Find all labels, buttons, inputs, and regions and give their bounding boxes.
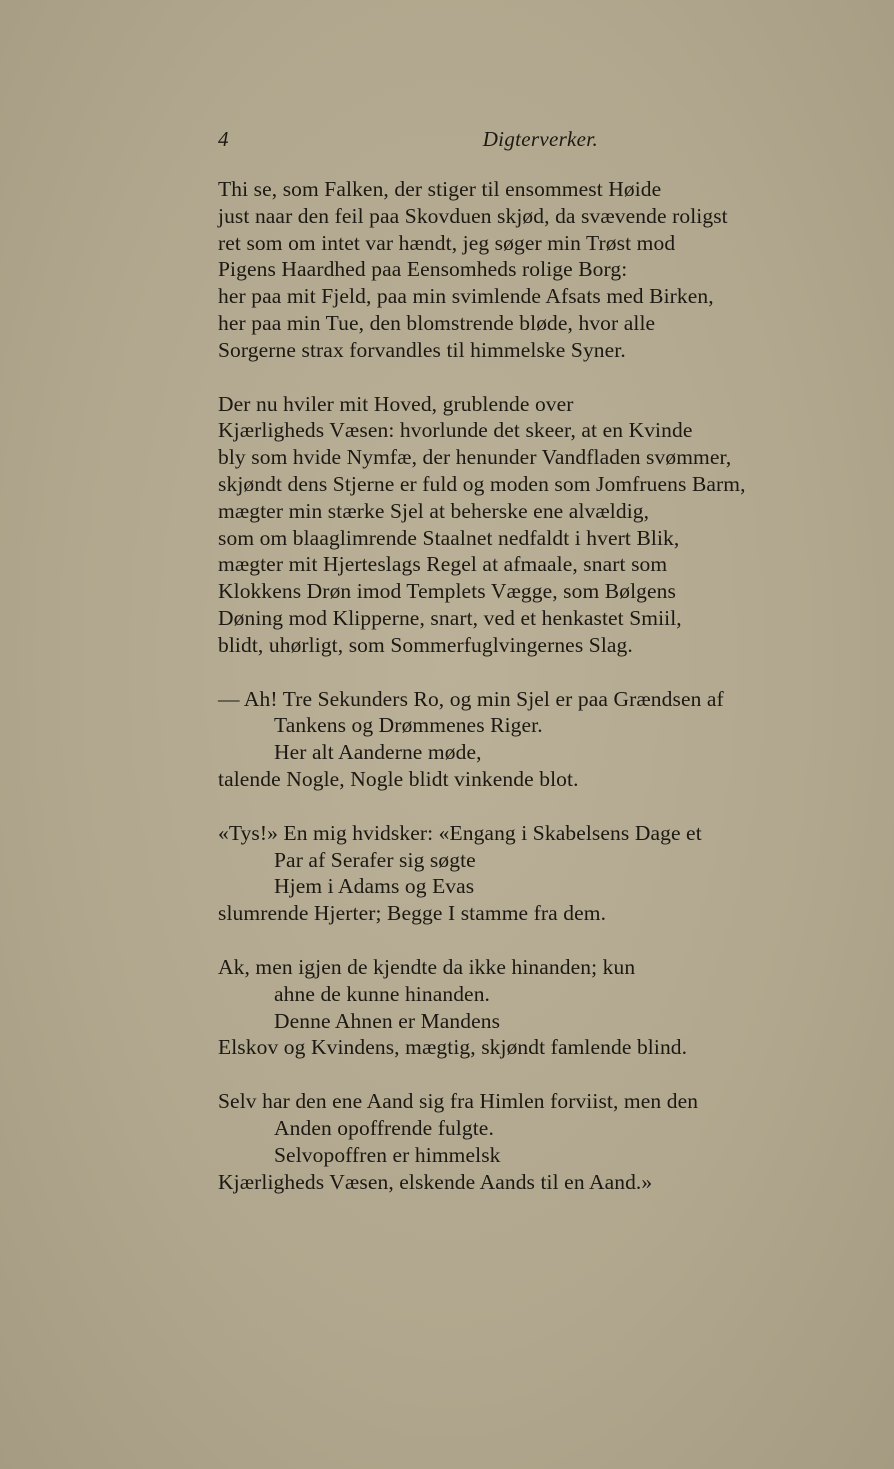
- running-header: [218, 127, 598, 159]
- verse-line: Kjærligheds Væsen, elskende Aands til en Aand.»: [218, 1169, 653, 1194]
- verse-line: Tankens og Drømmenes Riger.: [274, 713, 543, 738]
- stanza: [218, 686, 858, 793]
- poem-body: [218, 176, 858, 1222]
- verse-line: Thi se, som Falken, der stiger til ensommest Høide: [218, 177, 662, 201]
- verse-line: som om blaaglimrende Staalnet nedfaldt i hvert Blik,: [218, 525, 680, 550]
- verse-line: Her alt Aanderne møde,: [274, 740, 482, 765]
- running-title: Digterverker.: [482, 127, 598, 151]
- stanza: [218, 1088, 858, 1195]
- verse-line: «Tys!» En mig hvidsker: «Engang i Skabelsens Dage et: [218, 820, 702, 845]
- verse-line: just naar den feil paa Skovduen skjød, da svævende roligst: [218, 203, 728, 228]
- verse-line: talende Nogle, Nogle blidt vinkende blot.: [218, 766, 579, 791]
- verse-line: blidt, uhørligt, som Sommerfuglvingernes Slag.: [218, 632, 633, 657]
- verse-line: Pigens Haardhed paa Eensomheds rolige Borg:: [218, 257, 628, 282]
- verse-line: mægter mit Hjerteslags Regel at afmaale, snart som: [218, 552, 668, 577]
- verse-line: Par af Serafer sig søgte: [274, 847, 476, 872]
- verse-line: — Ah! Tre Sekunders Ro, og min Sjel er paa Grændsen af: [218, 686, 724, 711]
- verse-line: Klokkens Drøn imod Templets Vægge, som Bølgens: [218, 579, 676, 604]
- verse-line: Sorgerne strax forvandles til himmelske Syner.: [218, 337, 626, 362]
- stanza: [218, 176, 858, 364]
- verse-line: Kjærligheds Væsen: hvorlunde det skeer, at en Kvinde: [218, 418, 693, 443]
- verse-line: her paa mit Fjeld, paa min svimlende Afsats med Birken,: [218, 284, 714, 309]
- verse-line: Der nu hviler mit Hoved, grublende over: [218, 391, 574, 416]
- verse-line: Døning mod Klipperne, snart, ved et henkastet Smiil,: [218, 605, 682, 630]
- verse-line: Elskov og Kvindens, mægtig, skjøndt famlende blind.: [218, 1035, 688, 1060]
- verse-line: ahne de kunne hinanden.: [274, 981, 491, 1006]
- stanza: [218, 954, 858, 1061]
- verse-line: Selv har den ene Aand sig fra Himlen forviist, men den: [218, 1089, 699, 1114]
- verse-line: Hjem i Adams og Evas: [274, 874, 475, 899]
- verse-line: Denne Ahnen er Mandens: [274, 1008, 501, 1033]
- verse-line: mægter min stærke Sjel at beherske ene alvældig,: [218, 498, 650, 523]
- verse-line: her paa min Tue, den blomstrende bløde, hvor alle: [218, 310, 656, 335]
- stanza: [218, 820, 858, 927]
- verse-line: slumrende Hjerter; Begge I stamme fra dem.: [218, 901, 607, 926]
- page-number: 4: [218, 127, 229, 151]
- verse-line: Ak, men igjen de kjendte da ikke hinanden; kun: [218, 954, 636, 979]
- verse-line: bly som hvide Nymfæ, der henunder Vandfladen svømmer,: [218, 445, 732, 470]
- verse-line: Anden opoffrende fulgte.: [274, 1115, 494, 1140]
- verse-line: skjøndt dens Stjerne er fuld og moden som Jomfruens Barm,: [218, 471, 746, 496]
- verse-line: Selvopoffren er himmelsk: [274, 1142, 501, 1167]
- stanza: [218, 391, 858, 659]
- verse-line: ret som om intet var hændt, jeg søger min Trøst mod: [218, 230, 676, 255]
